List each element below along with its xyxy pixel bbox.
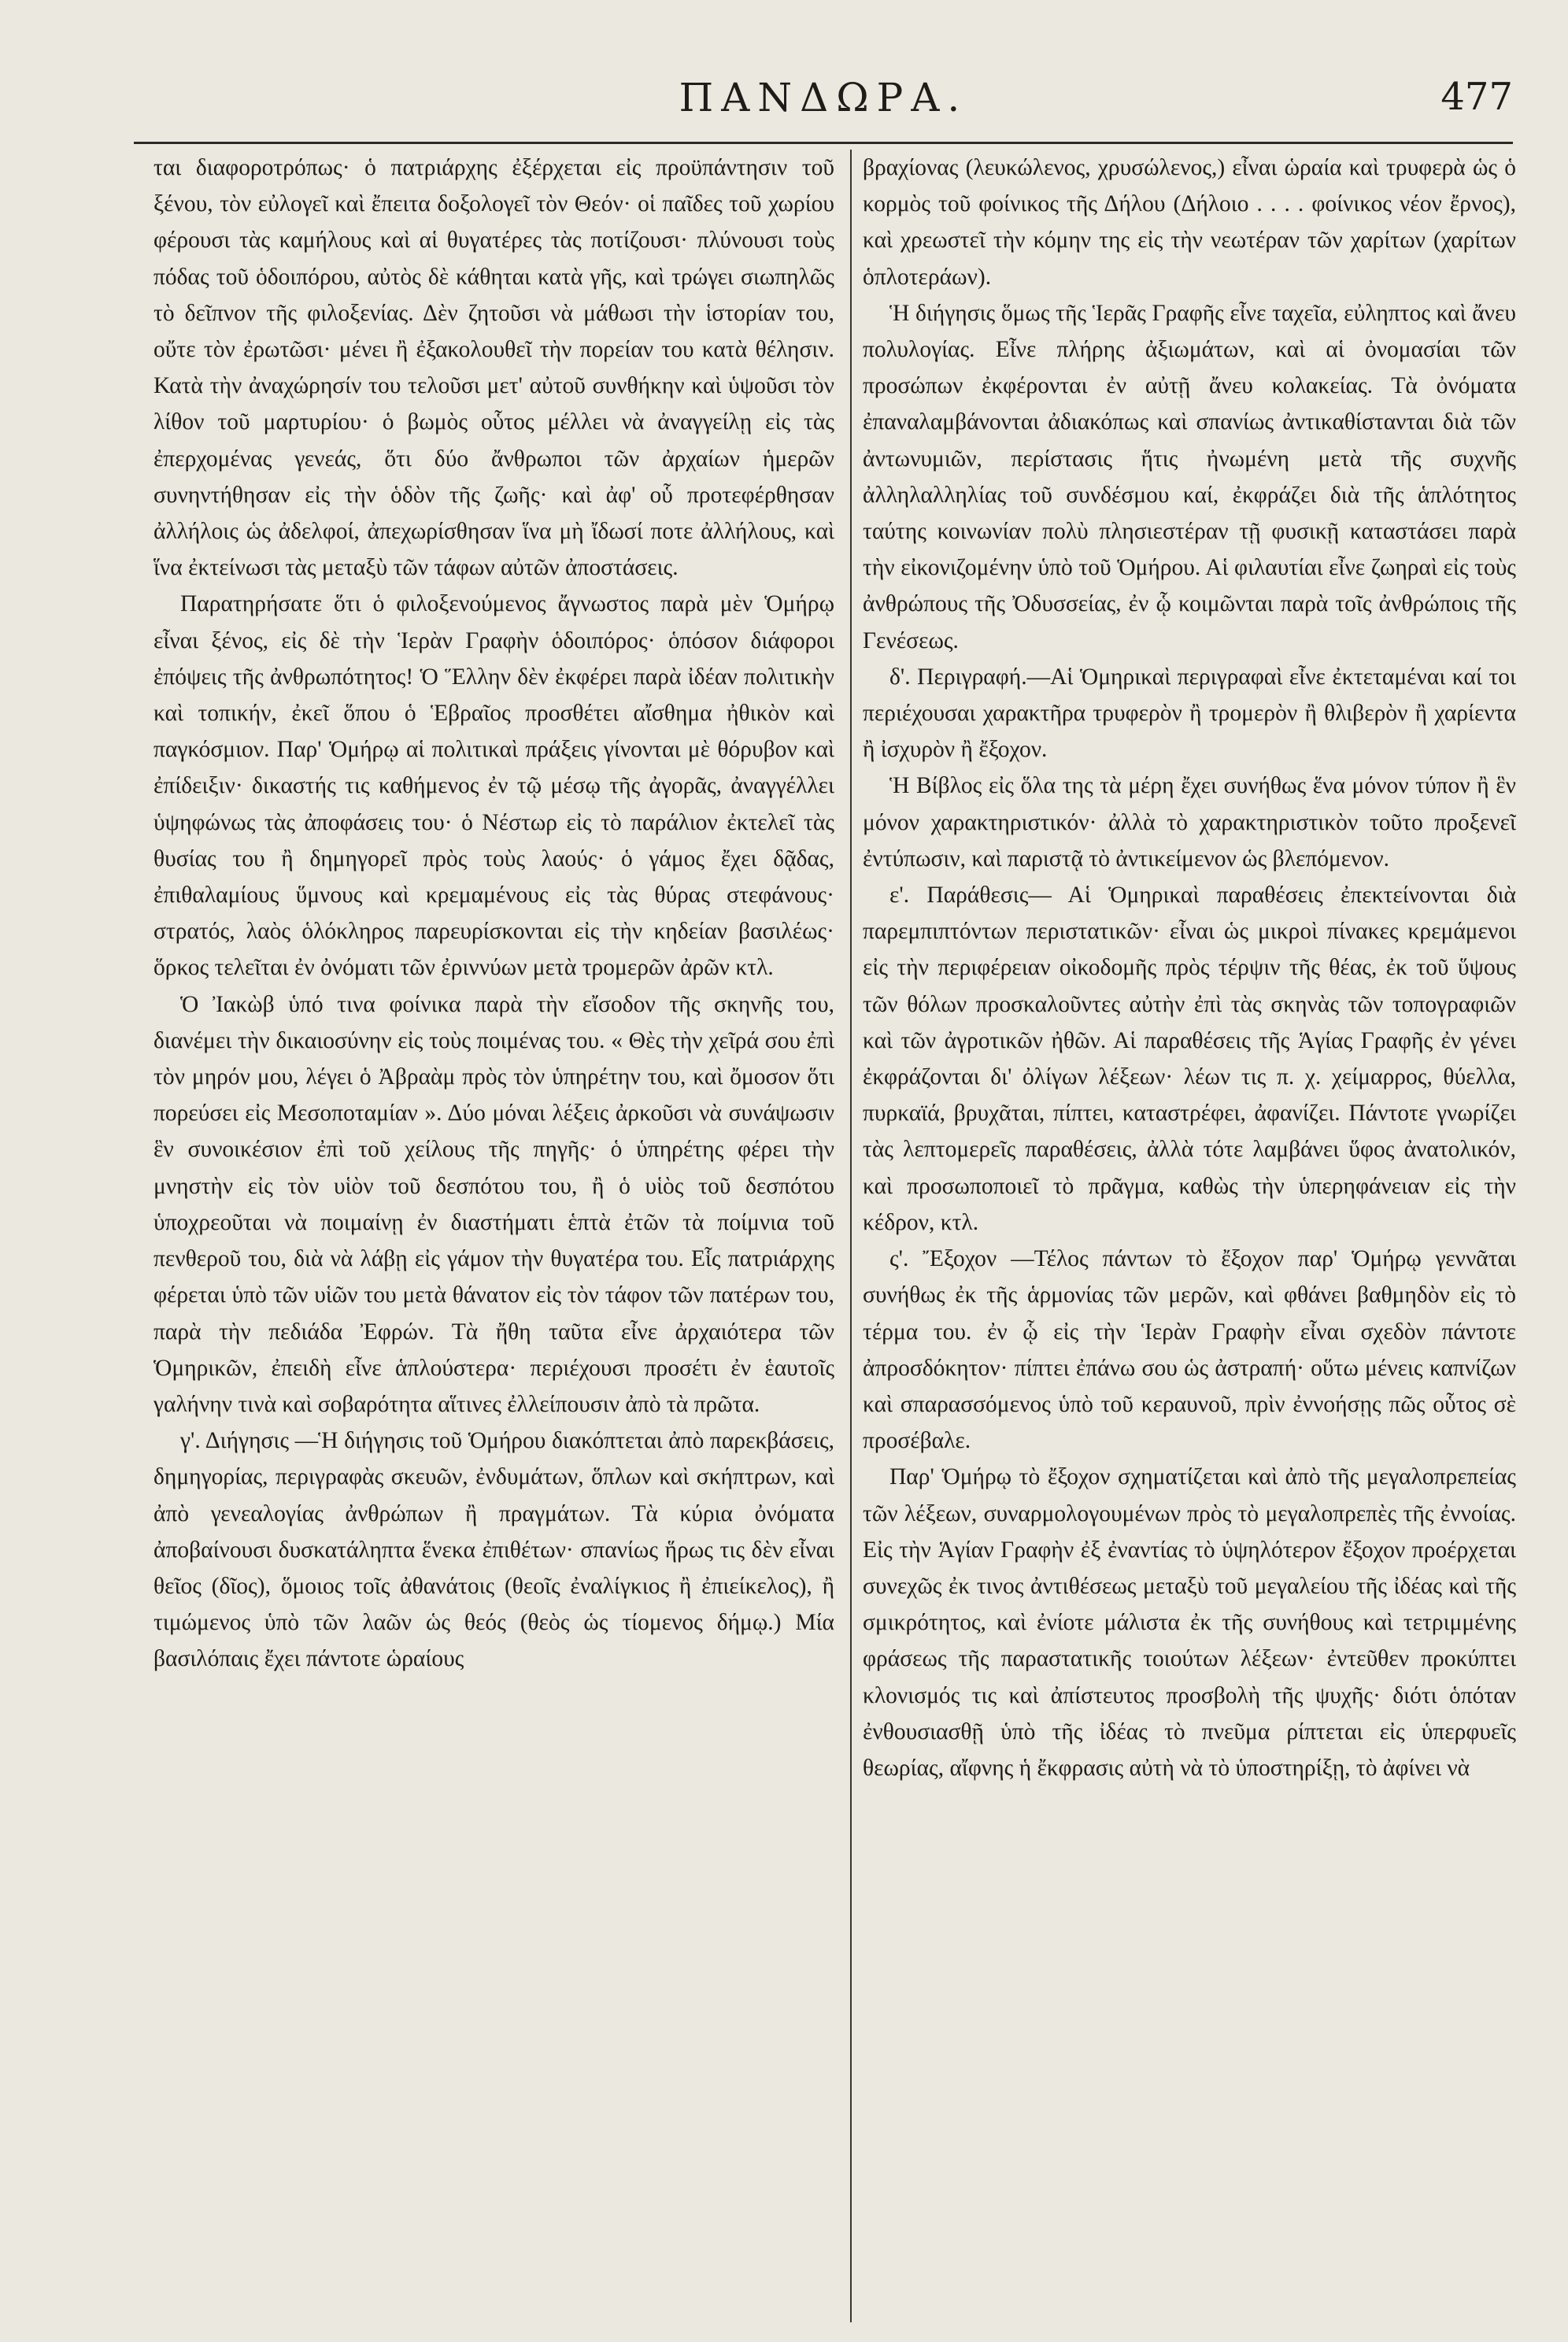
right-column xyxy=(863,150,1516,2322)
left-column xyxy=(153,150,834,2322)
paragraph: Παρ' Ὁμήρῳ τὸ ἔξοχον σχηματίζεται καὶ ἀπὸ τῆς μεγαλοπρεπείας τῶν λέξεων, συναρμολογουμένων πρὸς τὸ μεγαλοπρεπὲς τῆς ἐννοίας. Εἰς τὴν Ἁγίαν Γραφὴν ἐξ ἐναντίας τὸ ὑψηλότερον ἔξοχον προέρχεται συνεχῶς ἐκ τινος ἀντιθέσεως μεταξὺ τοῦ μεγαλείου τῆς ἰδέας καὶ τῆς σμικρότητος, καὶ ἐνίοτε μάλιστα ἐκ τῆς συνήθους καὶ τετριμμένης φράσεως τῆς παραστατικῆς τοιούτων λέξεων· ἐντεῦθεν προκύπτει κλονισμός τις καὶ ἀπίστευτος προσβολὴ τῆς ψυχῆς· διότι ὁπόταν ἐνθουσιασθῇ ὑπὸ τῆς ἰδέας τὸ πνεῦμα ρίπτεται εἰς ὑπερφυεῖς θεωρίας, αἴφνης ἡ ἔκφρασις αὐτὴ νὰ τὸ ὑποστηρίξῃ, τὸ ἀφίνει νὰ xyxy=(863,1464,1516,1781)
paragraph: Ἡ Βίβλος εἰς ὅλα της τὰ μέρη ἔχει συνήθως ἕνα μόνον τύπον ἢ ἓν μόνον χαρακτηριστικόν· ἀλλὰ τὸ χαρακτηριστικὸν τοῦτο προξενεῖ ἐντύπωσιν, καὶ παριστᾷ τὸ ἀντικείμενον ὡς βλεπόμενον. xyxy=(863,773,1516,871)
section-paragraph: δ'. Περιγραφή.—Αἱ Ὁμηρικαὶ περιγραφαὶ εἶνε ἐκτεταμέναι καί τοι περιέχουσαι χαρακτῆρα τρυφερὸν ἢ τρομερὸν ἢ θλιβερὸν ἢ χαρίεντα ἢ ἰσχυρὸν ἢ ἔξοχον. xyxy=(863,664,1516,763)
paragraph: ται διαφοροτρόπως· ὁ πατριάρχης ἐξέρχεται εἰς προϋπάντησιν τοῦ ξένου, τὸν εὐλογεῖ καὶ ἔπειτα δοξολογεῖ τὸν Θεόν· οἱ παῖδες τοῦ χωρίου φέρουσι τὰς καμήλους καὶ αἱ θυγατέρες τὰς ποτίζουσι· πλύνουσι τοὺς πόδας τοῦ ὁδοιπόρου, αὐτὸς δὲ κάθηται κατὰ γῆς, καὶ τρώγει σιωπηλῶς τὸ δεῖπνον τῆς φιλοξενίας. Δὲν ζητοῦσι νὰ μάθωσι τὴν ἱστορίαν του, οὔτε τὸν ἐρωτῶσι· μένει ἢ ἐξακολουθεῖ τὴν πορείαν του κατὰ θέλησιν. Κατὰ τὴν ἀναχώρησίν του τελοῦσι μετ' αὐτοῦ συνθήκην καὶ ὑψοῦσι τὸν λίθον τοῦ μαρτυρίου· ὁ βωμὸς οὗτος μέλλει νὰ ἀναγγείλῃ εἰς τὰς ἐπερχομένας γενεάς, ὅτι δύο ἄνθρωποι τῶν ἀρχαίων ἡμερῶν συνηντήθησαν εἰς τὴν ὁδὸν τῆς ζωῆς· καὶ ἀφ' οὗ προτεφέρθησαν ἀλλήλοις ὡς ἀδελφοί, ἀπεχωρίσθησαν ἵνα μὴ ἴδωσί ποτε ἀλλήλους, καὶ ἵνα ἐκτείνωσι τὰς μεταξὺ τῶν τάφων αὐτῶν ἀποστάσεις. xyxy=(153,155,834,581)
page-number: 477 xyxy=(1440,75,1513,119)
page-header xyxy=(134,75,1513,138)
paragraph: Παρατηρήσατε ὅτι ὁ φιλοξενούμενος ἄγνωστος παρὰ μὲν Ὁμήρῳ εἶναι ξένος, εἰς δὲ τὴν Ἱερὰν Γραφὴν ὁδοιπόρος· ὁπόσον διάφοροι ἐπόψεις τῆς ἀνθρωπότητος! Ὁ Ἕλλην δὲν ἐκφέρει παρὰ ἰδέαν πολιτικὴν καὶ τοπικήν, ἐκεῖ ὅπου ὁ Ἑβραῖος προσθέτει αἴσθημα ἠθικὸν καὶ παγκόσμιον. Παρ' Ὁμήρῳ αἱ πολιτικαὶ πράξεις γίνονται μὲ θόρυβον καὶ ἐπίδειξιν· δικαστής τις καθήμενος ἐν τῷ μέσῳ τῆς ἀγορᾶς, ἀναγγέλλει ὑψηφώνως τὰς ἀποφάσεις του· ὁ Νέστωρ εἰς τὸ παράλιον ἐκτελεῖ τὰς θυσίας του ἢ δημηγορεῖ πρὸς τοὺς λαούς· ὁ γάμος ἔχει δᾷδας, ἐπιθαλαμίους ὕμνους καὶ κρεμαμένους εἰς τὰς θύρας στεφάνους· στρατός, λαὸς ὁλόκληρος παρευρίσκονται εἰς τὴν κηδείαν βασιλέως· ὅρκος τελεῖται ἐν ὀνόματι τῶν ἐριννύων μετὰ τρομερῶν ἀρῶν κτλ. xyxy=(153,591,834,981)
section-paragraph: ς'. Ἔξοχον —Τέλος πάντων τὸ ἔξοχον παρ' Ὁμήρῳ γεννᾶται συνήθως ἐκ τῆς ἁρμονίας τῶν μερῶν, καὶ φθάνει βαθμηδὸν εἰς τὸ τέρμα του. ἐν ᾧ εἰς τὴν Ἱερὰν Γραφὴν εἶναι σχεδὸν πάντοτε ἀπροσδόκητον· πίπτει ἐπάνω σου ὡς ἀστραπή· οὕτω μένεις καπνίζων καὶ σπαρασσόμενος ὑπὸ τοῦ κεραυνοῦ, πρὶν ἐννοήσῃς πῶς οὗτος σὲ προσέβαλε. xyxy=(863,1246,1516,1454)
column-divider xyxy=(850,150,852,2322)
running-title: ΠΑΝΔΩΡΑ. xyxy=(679,75,968,120)
section-paragraph: γ'. Διήγησις —Ἡ διήγησις τοῦ Ὁμήρου διακόπτεται ἀπὸ παρεκβάσεις, δημηγορίας, περιγραφὰς σκευῶν, ἐνδυμάτων, ὅπλων καὶ σκήπτρων, καὶ ἀπὸ γενεαλογίας ἀνθρώπων ἢ πραγμάτων. Τὰ κύρια ὀνόματα ἀποβαίνουσι δυσκατάληπτα ἕνεκα ἐπιθέτων· σπανίως ἥρως τις δὲν εἶναι θεῖος (δῖος), ὅμοιος τοῖς ἀθανάτοις (θεοῖς ἐναλίγκιος ἢ ἐπιείκελος), ἢ τιμώμενος ὑπὸ τῶν λαῶν ὡς θεός (θεὸς ὡς τίομενος δήμῳ.) Μία βασιλόπαις ἔχει πάντοτε ὡραίους xyxy=(153,1428,834,1672)
header-rule xyxy=(134,142,1513,144)
paragraph: βραχίονας (λευκώλενος, χρυσώλενος,) εἶναι ὡραία καὶ τρυφερὰ ὡς ὁ κορμὸς τοῦ φοίνικος τῆς Δήλου (Δήλοιο . . . . φοίνικος νέον ἔρνος), καὶ χρεωστεῖ τὴν κόμην της εἰς τὴν νεωτέραν τῶν χαρίτων (χαρίτων ὁπλοτεράων). xyxy=(863,155,1516,290)
paragraph: Ὁ Ἰακὼβ ὑπό τινα φοίνικα παρὰ τὴν εἴσοδον τῆς σκηνῆς του, διανέμει τὴν δικαιοσύνην εἰς τοὺς ποιμένας του. « Θὲς τὴν χεῖρά σου ἐπὶ τὸν μηρόν μου, λέγει ὁ Ἀβραὰμ πρὸς τὸν ὑπηρέτην του, καὶ ὄμοσον ὅτι πορεύσει εἰς Μεσοποταμίαν ». Δύο μόναι λέξεις ἀρκοῦσι νὰ συνάψωσιν ἓν συνοικέσιον ἐπὶ τοῦ χείλους τῆς πηγῆς· ὁ ὑπηρέτης φέρει τὴν μνηστὴν εἰς τὸν υἱὸν τοῦ δεσπότου του, ἢ ὁ υἱὸς τοῦ δεσπότου ὑποχρεοῦται νὰ ποιμαίνῃ ἐν διαστήματι ἑπτὰ ἐτῶν τὰ ποίμνια τοῦ πενθεροῦ του, διὰ νὰ λάβῃ εἰς γάμον τὴν θυγατέρα του. Εἷς πατριάρχης φέρεται ὑπὸ τῶν υἱῶν του μετὰ θάνατον εἰς τὸν τάφον τῶν πατέρων του, παρὰ τὴν πεδιάδα Ἐφρών. Τὰ ἤθη ταῦτα εἶνε ἀρχαιότερα τῶν Ὁμηρικῶν, ἐπειδὴ εἶνε ἁπλούστερα· περιέχουσι προσέτι ἐν ἑαυτοῖς γαλήνην τινὰ καὶ σοβαρότητα αἵτινες ἐλλείπουσιν ἀπὸ τὰ πρῶτα. xyxy=(153,991,834,1417)
section-paragraph: ε'. Παράθεσις— Αἱ Ὁμηρικαὶ παραθέσεις ἐπεκτείνονται διὰ παρεμπιπτόντων περιστατικῶν· εἶναι ὡς μικροὶ πίνακες κρεμάμενοι εἰς τὴν περιφέρειαν οἰκοδομῆς πρὸς τέρψιν τῆς θέας, ἐκ τοῦ ὕψους τῶν θόλων προσκαλοῦντες αὐτὴν ἐπὶ τὰς σκηνὰς τῶν τοπογραφιῶν καὶ τῶν ἀγροτικῶν ἠθῶν. Αἱ παραθέσεις τῆς Ἁγίας Γραφῆς ἐν γένει ἐκφράζονται δι' ὀλίγων λέξεων· λέων τις π. χ. χείμαρρος, θύελλα, πυρκαϊά, βρυχᾶται, πίπτει, καταστρέφει, ἀφανίζει. Πάντοτε γνωρίζει τὰς λεπτομερεῖς παραθέσεις, ἀλλὰ τότε λαμβάνει ὕφος ἀνατολικόν, καὶ προσωποποιεῖ τὸ πρᾶγμα, καθὼς τὴν ὑπερηφάνειαν εἰς τὴν κέδρον, κτλ. xyxy=(863,882,1516,1235)
paragraph: Ἡ διήγησις ὅμως τῆς Ἱερᾶς Γραφῆς εἶνε ταχεῖα, εὐληπτος καὶ ἄνευ πολυλογίας. Εἶνε πλήρης ἀξιωμάτων, καὶ αἱ ὀνομασίαι τῶν προσώπων ἐκφέρονται ἐν αὐτῇ ἄνευ κολακείας. Τὰ ὀνόματα ἐπαναλαμβάνονται ἀδιακόπως καὶ σπανίως ἀντικαθίστανται διὰ τῶν ἀντωνυμιῶν, περίστασις ἥτις ἠνωμένη μετὰ τῆς συχνῆς ἀλληλαλληλίας τοῦ συνδέσμου καί, ἐκφράζει διὰ τῆς ἁπλότητος ταύτης κοινωνίαν πολὺ πλησιεστέραν τῇ φυσικῇ καταστάσει παρὰ τὴν εἰκονιζομένην ὑπὸ τοῦ Ὁμήρου. Αἱ φιλαυτίαι εἶνε ζωηραὶ εἰς τοὺς ἀνθρώπους τῆς Ὀδυσσείας, ἐν ᾧ κοιμῶνται παρὰ τοῖς ἀνθρώποις τῆς Γενέσεως. xyxy=(863,300,1516,653)
